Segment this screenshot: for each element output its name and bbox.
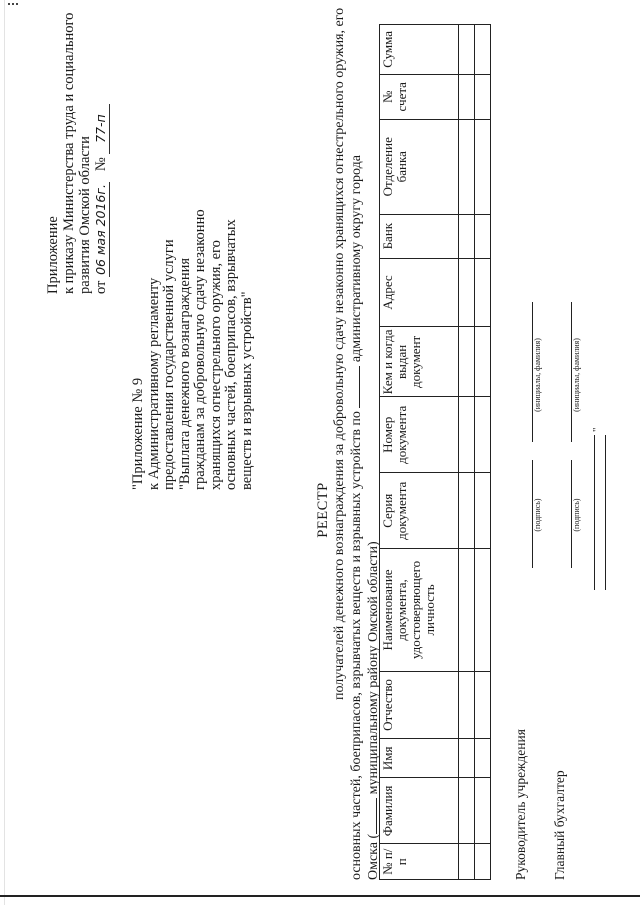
table-cell[interactable]: [459, 844, 475, 880]
table-cell[interactable]: [459, 473, 475, 549]
closing-quote: ": [591, 427, 603, 432]
scan-artifact: [8, 3, 18, 15]
district-blank[interactable]: [376, 798, 377, 834]
register-table: [379, 24, 491, 880]
register-line-3-start: Омска (: [366, 833, 381, 880]
table-cell[interactable]: [459, 549, 475, 671]
register-line-1: получателей денежного вознаграждения за добровольную сдачу незаконно хранящихся огнестрельного оружия, его: [332, 7, 347, 700]
closing-line: [594, 435, 595, 590]
table-cell[interactable]: [475, 549, 491, 671]
register-description: [331, 7, 382, 880]
table-cell[interactable]: [475, 739, 491, 778]
table-cell[interactable]: [459, 119, 475, 214]
accountant-label: Главный бухгалтер: [552, 770, 567, 880]
head-signature-caption: (подпись): [533, 498, 542, 532]
table-cell[interactable]: [475, 258, 491, 327]
table-cell[interactable]: [475, 844, 491, 880]
column-header: Банк: [380, 214, 459, 258]
column-header: Сумма: [380, 25, 459, 75]
appendix-9-line: "Приложение № 9: [130, 377, 146, 490]
table-cell[interactable]: [475, 397, 491, 473]
appendix-9-line: хранящихся огнестрельного оружия, его: [207, 240, 224, 490]
okrug-blank[interactable]: [359, 366, 360, 408]
column-header: Номер документа: [380, 397, 459, 473]
scan-border-line: [0, 895, 640, 897]
table-cell[interactable]: [459, 327, 475, 397]
appendix-9-line: гражданам за добровольную сдачу незаконно: [192, 209, 208, 490]
column-header: Отделение банка: [380, 119, 459, 214]
head-initials-caption: (инициалы, фамилия): [533, 338, 542, 412]
table-cell[interactable]: [475, 74, 491, 119]
closing-line: [605, 435, 606, 590]
table-cell[interactable]: [459, 778, 475, 844]
table-cell[interactable]: [459, 258, 475, 327]
appendix-9-block: [131, 40, 255, 490]
table-header-row: [380, 25, 459, 880]
accountant-initials-caption: (инициалы, фамилия): [572, 338, 581, 412]
appendix-title: Приложение: [45, 216, 61, 294]
accountant-signature-caption: (подпись): [572, 498, 581, 532]
table-cell[interactable]: [459, 25, 475, 75]
register-line-2-start: основных частей, боеприпасов, взрывчатых веществ и взрывных устройств по: [349, 411, 364, 880]
table-cell[interactable]: [475, 327, 491, 397]
rotated-page: [25, 7, 625, 890]
table-cell[interactable]: [475, 25, 491, 75]
register-line-2-end: административному округу города: [349, 155, 364, 363]
register-line-3-end: муниципальному району Омской области): [366, 541, 381, 795]
column-header: № счета: [380, 74, 459, 119]
number-prefix: №: [93, 157, 109, 172]
table-cell[interactable]: [475, 119, 491, 214]
table-cell[interactable]: [475, 473, 491, 549]
appendix-9-line: к Административному регламенту: [145, 277, 162, 490]
handwritten-date: 06 мая 2016г.: [93, 182, 110, 277]
appendix-date-number: [93, 24, 110, 294]
table-cell[interactable]: [475, 671, 491, 739]
table-row: [475, 25, 491, 880]
register-title: РЕЕСТР: [315, 482, 331, 538]
appendix-9-line: предоставления государственной услуги: [161, 239, 177, 490]
appendix-line-1: к приказу Министерства труда и социального: [61, 12, 77, 294]
column-header: Наименование документа, удостоверяющего личность: [380, 549, 459, 671]
column-header: Отчество: [380, 671, 459, 739]
column-header: № п/п: [380, 844, 459, 880]
head-label: Руководитель учреждения: [513, 729, 528, 880]
column-header: Серия документа: [380, 473, 459, 549]
table-cell[interactable]: [459, 397, 475, 473]
table-cell[interactable]: [475, 214, 491, 258]
scan-edge: [4, 0, 5, 905]
appendix-9-line: основных частей, боеприпасов, взрывчатых: [223, 219, 239, 490]
table-cell[interactable]: [459, 671, 475, 739]
column-header: Имя: [380, 739, 459, 778]
register-line-2: [348, 20, 365, 880]
column-header: Адрес: [380, 258, 459, 327]
table-cell[interactable]: [459, 739, 475, 778]
table-row: [459, 25, 475, 880]
appendix-9-line: веществ и взрывных устройств": [238, 291, 255, 490]
table-cell[interactable]: [459, 214, 475, 258]
order-appendix-header: [45, 12, 110, 294]
column-header: Кем и когда выдан документ: [380, 327, 459, 397]
table-cell[interactable]: [459, 74, 475, 119]
column-header: Фамилия: [380, 778, 459, 844]
appendix-line-2: развития Омской области: [77, 136, 93, 294]
date-prefix: от: [93, 280, 109, 294]
table-cell[interactable]: [475, 778, 491, 844]
appendix-9-line: "Выплата денежного вознаграждения: [176, 257, 193, 490]
handwritten-number: 77-п: [93, 104, 110, 154]
